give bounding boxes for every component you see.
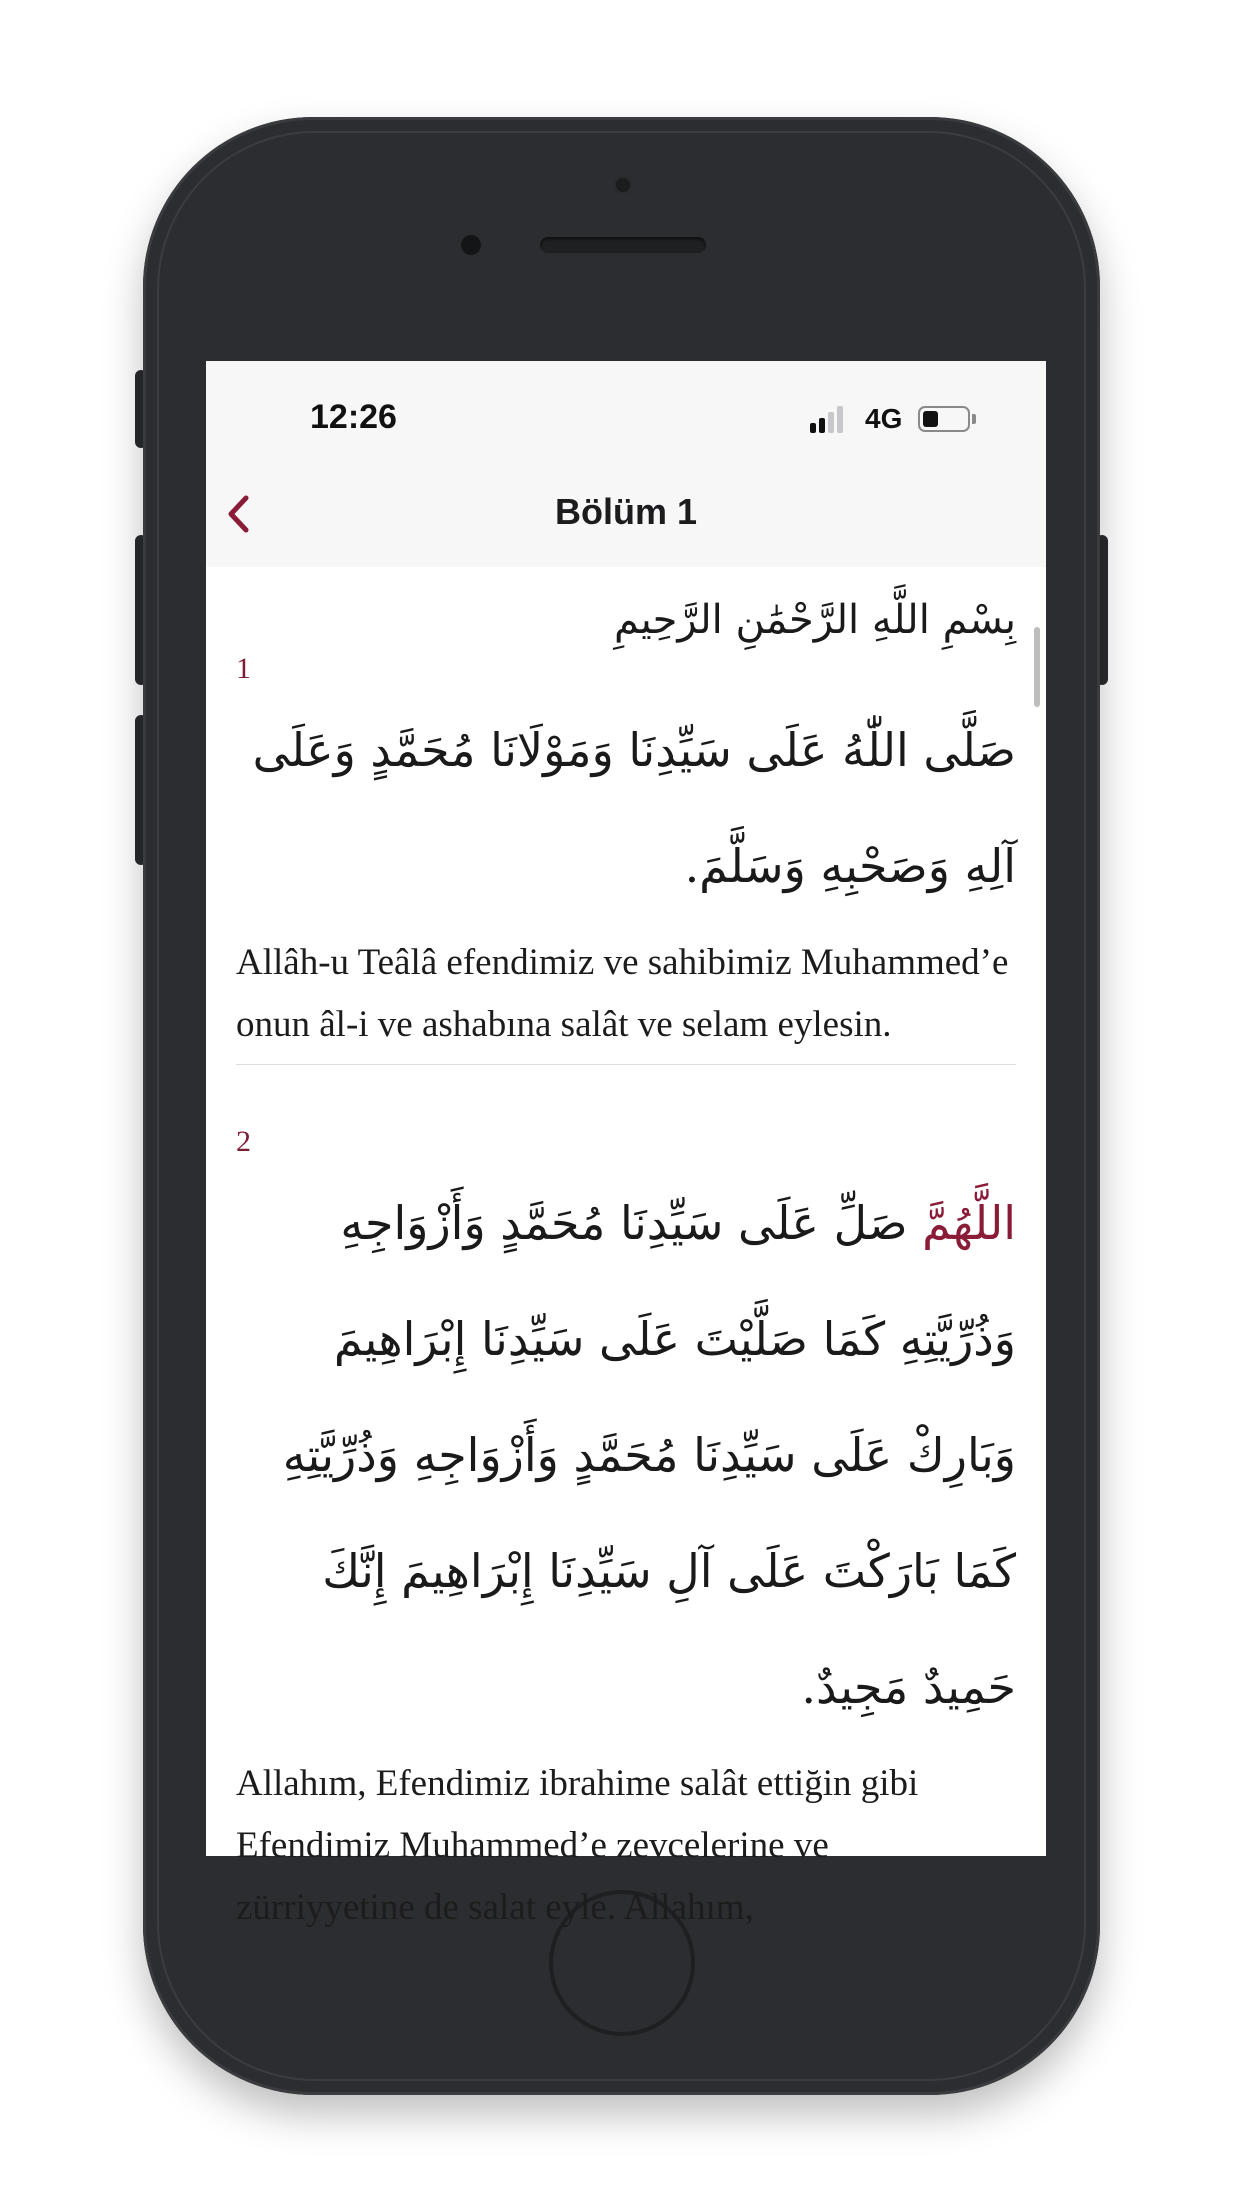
front-camera — [614, 176, 632, 194]
page-title: Bölüm 1 — [554, 491, 697, 532]
status-bar — [206, 361, 1046, 461]
battery-tip — [972, 414, 976, 424]
arabic-body: صَلِّ عَلَى سَيِّدِنَا مُحَمَّدٍ وَأَزْوَاجِهِ وَذُرِّيَّتِهِ كَمَا صَلَّيْتَ عَلَى سَيِّدِنَا إِبْرَاهِيمَ وَبَارِكْ عَلَى سَيِّدِنَا مُحَمَّدٍ وَأَزْوَاجِهِ وَذُرِّيَّتِهِ كَمَا بَارَكْتَ عَلَى آلِ سَيِّدِنَا إِبْرَاهِيمَ إِنَّكَ حَمِيدٌ مَجِيدٌ. — [282, 1196, 1016, 1714]
basmala-heading: بِسْمِ اللَّهِ الرَّحْمَٰنِ الرَّحِيمِ — [613, 597, 1016, 643]
earpiece-speaker — [540, 237, 706, 253]
section-number: 1 — [236, 652, 251, 685]
status-time: 12:26 — [310, 398, 397, 436]
navigation-bar — [206, 461, 1046, 567]
network-type: 4G — [865, 403, 903, 434]
arabic-text — [236, 1165, 1016, 1745]
translation-text: Allahım, Efendimiz ibrahime salât ettiğin gibi Efendimiz Muhammed’e zevcelerine ve zürriyyetine de salat eyle. Allahım, — [236, 1763, 919, 1928]
section-1 — [236, 652, 1016, 1065]
reading-content[interactable] — [206, 567, 1046, 1928]
arabic-text: صَلَّى اللّٰهُ عَلَى سَيِّدِنَا وَمَوْلَانَا مُحَمَّدٍ وَعَلَى آلِهِ وَصَحْبِهِ وَسَلَّمَ. — [252, 723, 1016, 893]
scroll-indicator[interactable] — [1034, 627, 1040, 707]
translation-text: Allâh-u Teâlâ efendimiz ve sahibimiz Muhammed’e onun âl-i ve ashabına salât ve selam eylesin. — [236, 942, 1009, 1045]
section-number: 2 — [236, 1125, 251, 1158]
section-2 — [236, 1125, 1016, 1939]
section-divider — [236, 1064, 1016, 1065]
battery-icon — [918, 406, 970, 432]
cellular-signal-icon — [810, 405, 850, 433]
battery-level-fill — [923, 411, 938, 427]
arabic-highlight-word: اللَّهُمَّ — [922, 1196, 1016, 1250]
app-screen — [206, 361, 1046, 1928]
proximity-sensor — [461, 235, 481, 255]
